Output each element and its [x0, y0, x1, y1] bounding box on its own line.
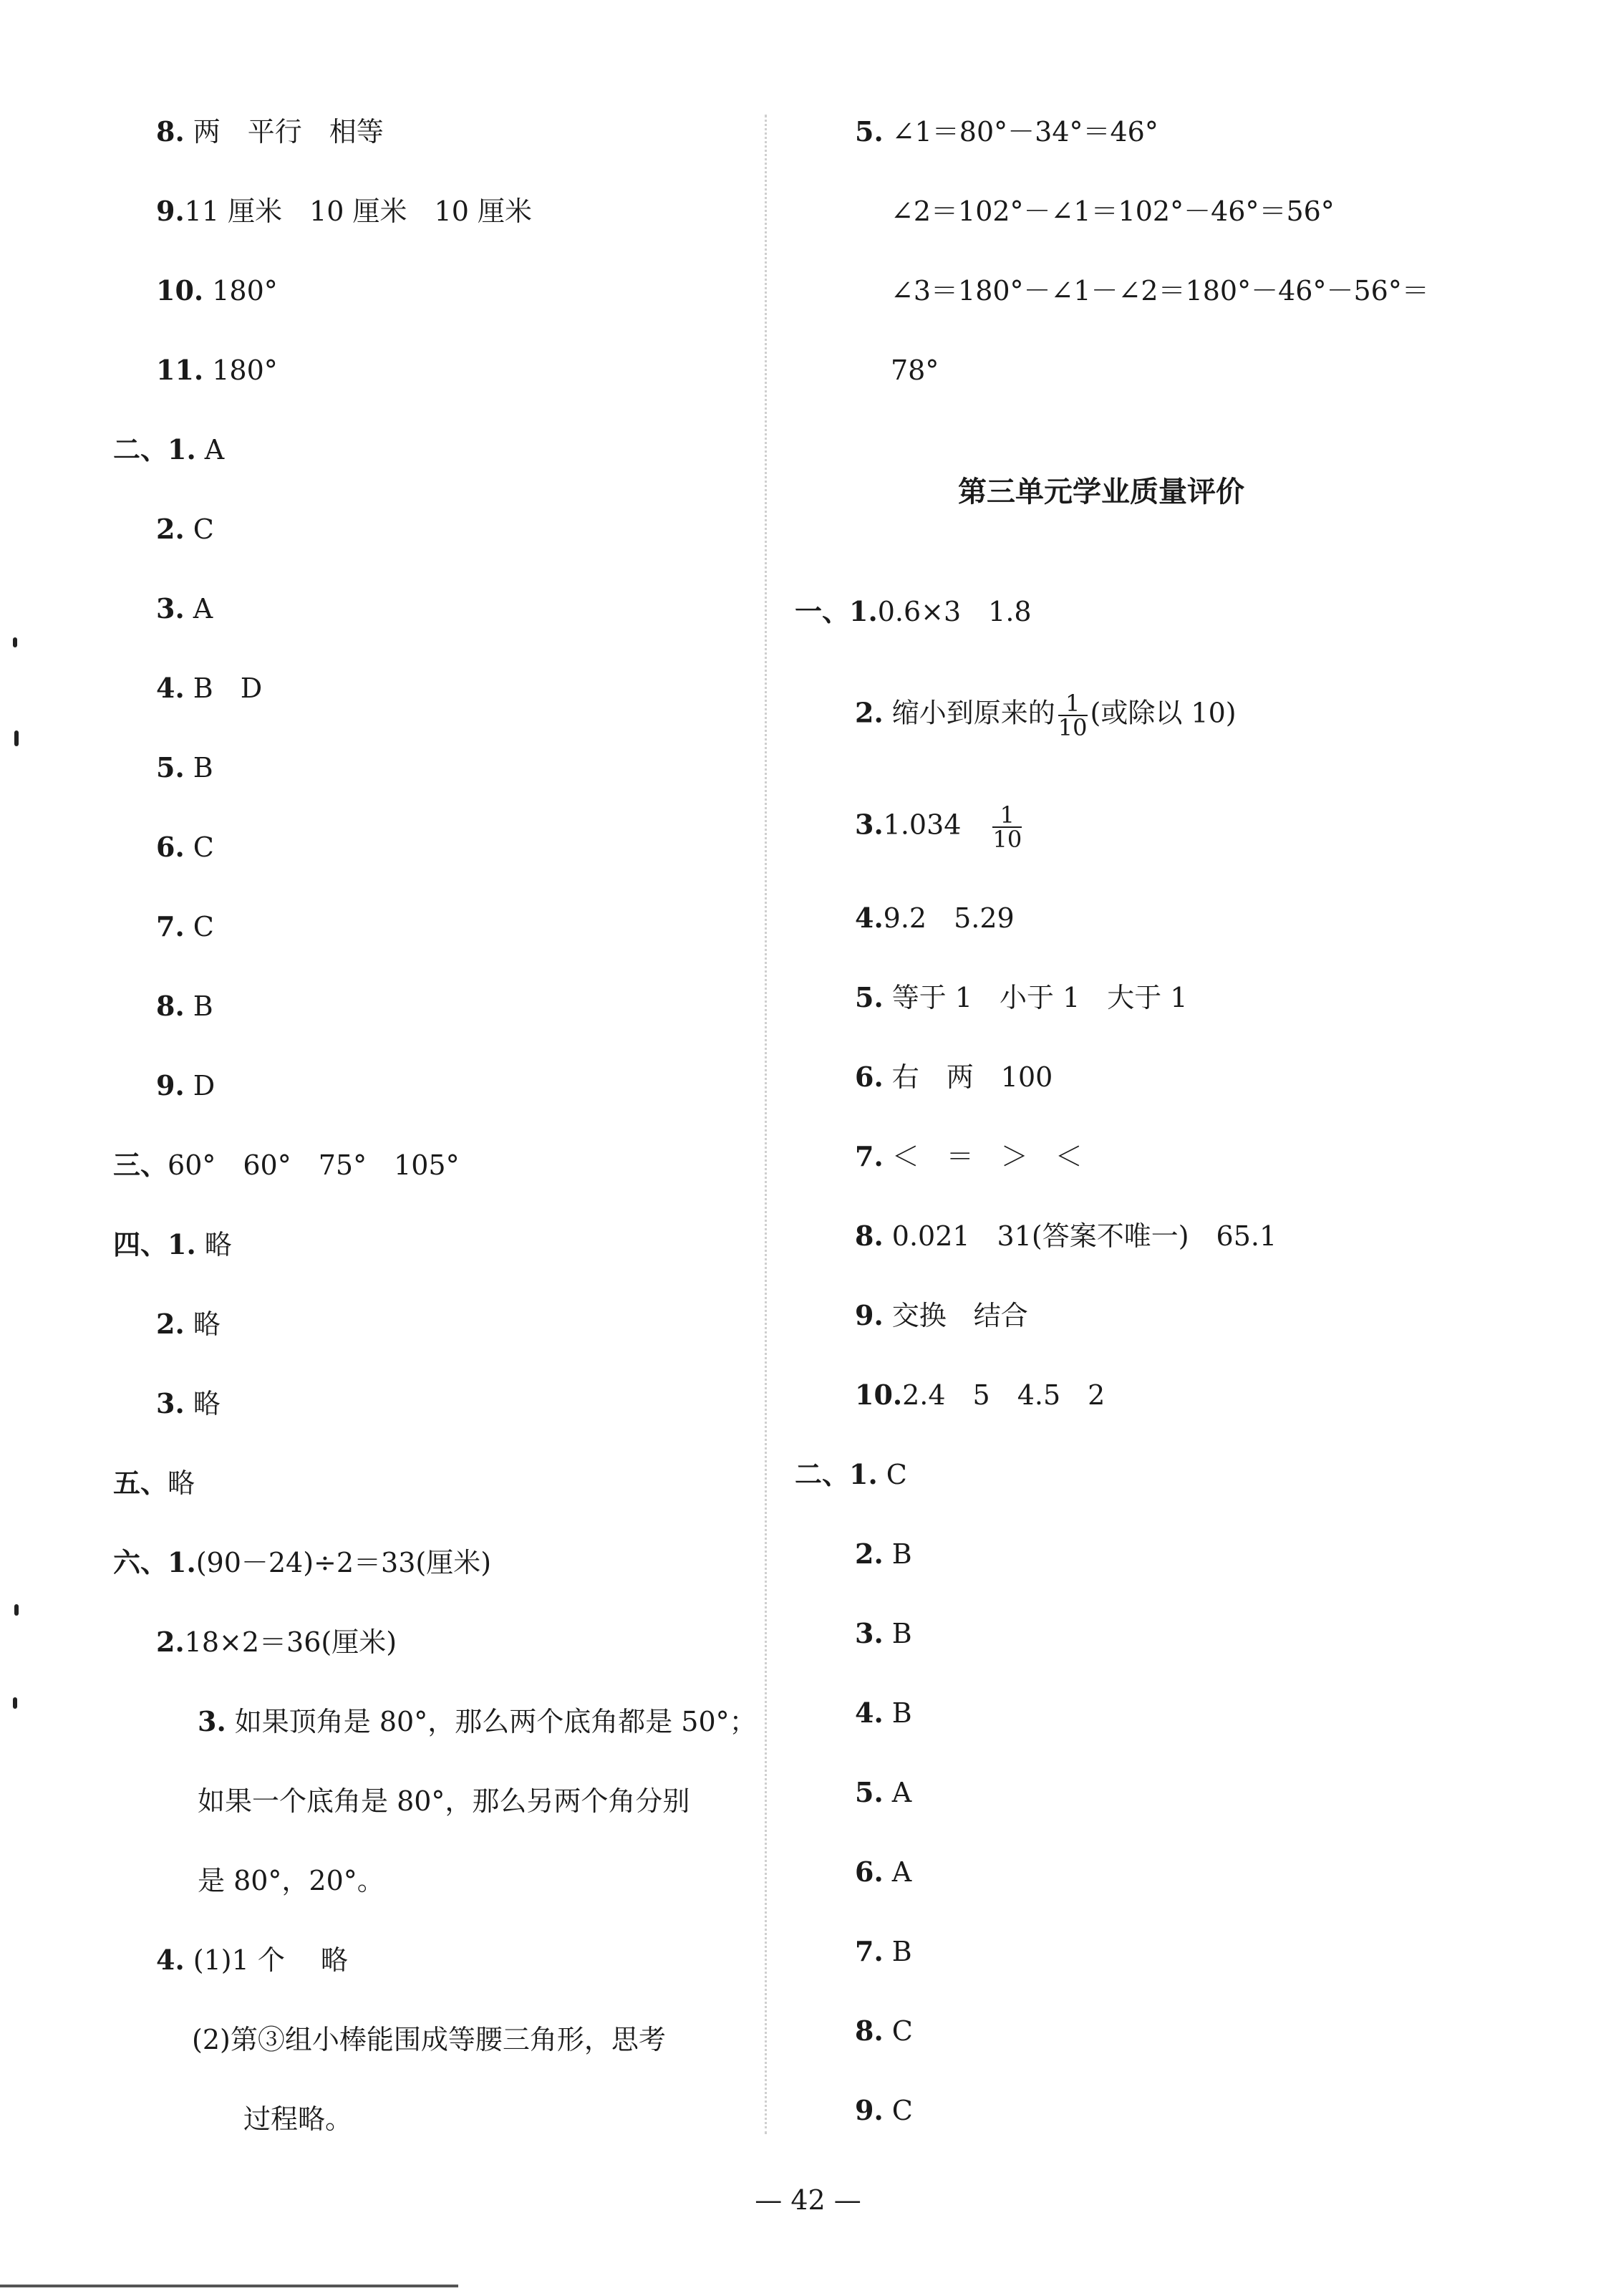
bottom-edge-line — [0, 2285, 458, 2287]
answer-line — [156, 830, 214, 864]
item-number: 2. — [156, 1308, 185, 1340]
answer-text: 略 — [193, 1388, 221, 1419]
answer-line — [243, 2102, 352, 2136]
answer-line — [855, 115, 1158, 149]
answer-line — [113, 433, 224, 467]
answer-text: 1.034 — [883, 809, 962, 841]
item-number: 10. — [156, 274, 204, 307]
item-number: 1. — [168, 433, 196, 466]
scan-mark — [13, 1697, 17, 1709]
answer-line — [855, 1934, 912, 1969]
answer-line — [156, 1069, 215, 1103]
section-label: 二、 — [795, 1458, 850, 1490]
fraction-numerator: 1 — [992, 804, 1022, 828]
section-title: 第三单元学业质量评价 — [958, 475, 1244, 508]
answer-text: C — [193, 513, 214, 545]
section-label: 六、 — [113, 1546, 168, 1578]
answer-line — [156, 1943, 348, 1977]
item-number: 3. — [198, 1705, 226, 1737]
answer-line — [198, 1784, 690, 1818]
answer-line — [855, 901, 1015, 935]
item-number: 9. — [156, 195, 185, 227]
answer-text: C — [891, 2095, 913, 2126]
fraction-denominator: 10 — [1058, 714, 1088, 741]
answer-text: 右 两 100 — [891, 1061, 1053, 1093]
scan-mark — [14, 1604, 19, 1616]
answer-text: 180° — [212, 354, 278, 386]
answer-text: (或除以 10) — [1090, 697, 1237, 729]
section-label: 四、 — [113, 1228, 168, 1260]
item-number: 2. — [855, 1538, 884, 1570]
item-number: 1. — [168, 1546, 196, 1578]
answer-text: 略 — [193, 1308, 221, 1340]
item-number: 6. — [855, 1856, 884, 1888]
answer-line — [855, 1537, 912, 1571]
answer-line — [113, 1227, 232, 1262]
answer-text: B — [891, 1936, 912, 1967]
answer-line — [855, 1060, 1053, 1094]
answer-line — [855, 1139, 1083, 1174]
answer-line — [855, 1696, 912, 1730]
answer-line — [795, 1457, 907, 1492]
column-divider — [765, 115, 767, 2134]
answer-text: 180° — [212, 275, 278, 307]
answer-line — [198, 1704, 757, 1739]
answer-text: ∠3＝180°－∠1－∠2＝180°－46°－56°＝ — [891, 275, 1429, 307]
answer-text: ∠1＝80°－34°＝46° — [891, 116, 1158, 148]
item-number: 8. — [855, 2015, 884, 2047]
answer-text: (1)1 个 略 — [193, 1944, 348, 1976]
answer-line — [855, 2014, 913, 2048]
fraction-denominator: 10 — [992, 826, 1022, 853]
answer-line — [198, 1863, 384, 1898]
item-number: 9. — [855, 1299, 884, 1331]
section-label: 二、 — [113, 433, 168, 466]
item-number: 7. — [855, 1935, 884, 1967]
answer-line — [855, 1775, 911, 1810]
answer-line — [855, 801, 1025, 853]
answer-text: 略 — [168, 1467, 195, 1499]
answer-line — [156, 512, 214, 546]
page-number: — 42 — — [755, 2184, 861, 2216]
item-number: 8. — [156, 990, 185, 1022]
answer-text: 11 厘米 10 厘米 10 厘米 — [184, 196, 532, 227]
section-label: 一、 — [795, 595, 850, 627]
answer-line — [156, 274, 278, 308]
answer-text: A — [891, 1856, 912, 1888]
answer-text: ∠2＝102°－∠1＝102°－46°＝56° — [891, 196, 1335, 227]
answer-line — [855, 692, 1237, 739]
answer-text: 9.2 5.29 — [883, 902, 1015, 934]
answer-line — [156, 751, 213, 785]
answer-text: 0.021 31(答案不唯一) 65.1 — [891, 1220, 1277, 1252]
fraction — [992, 801, 1022, 853]
answer-line — [156, 353, 278, 387]
item-number: 2. — [156, 513, 185, 545]
answer-line — [795, 594, 1032, 629]
item-number: 7. — [156, 910, 185, 942]
answer-text: D — [193, 1070, 216, 1101]
item-number: 1. — [168, 1228, 196, 1260]
item-number: 5. — [855, 115, 884, 148]
fraction — [1058, 692, 1088, 739]
answer-line — [891, 274, 1429, 308]
answer-text: (2)第③组小棒能围成等腰三角形，思考 — [192, 2024, 666, 2055]
item-number: 6. — [855, 1061, 884, 1093]
item-number: 4. — [855, 902, 884, 934]
item-number: 11. — [156, 354, 204, 386]
answer-line — [156, 194, 532, 228]
answer-text: 过程略。 — [243, 2103, 353, 2135]
item-number: 3. — [855, 1617, 884, 1649]
item-number: 6. — [156, 831, 185, 863]
answer-text: B — [891, 1538, 912, 1570]
answer-text: A — [891, 1777, 912, 1808]
answer-text: B — [193, 990, 213, 1022]
answer-text: B D — [193, 672, 263, 704]
item-number: 5. — [855, 981, 884, 1013]
answer-text: C — [891, 2015, 913, 2047]
answer-text: 0.6×3 1.8 — [877, 596, 1032, 627]
item-number: 5. — [855, 1776, 884, 1808]
answer-text: 如果一个底角是 80°，那么另两个角分别 — [198, 1785, 690, 1817]
item-number: 9. — [156, 1069, 185, 1101]
answer-text: A — [193, 593, 213, 624]
answer-text: B — [891, 1697, 912, 1729]
answer-line — [156, 1386, 221, 1421]
item-number: 7. — [855, 1140, 884, 1172]
answer-text: 是 80°，20°。 — [198, 1865, 384, 1896]
answer-line — [113, 1148, 460, 1182]
answer-line — [156, 115, 384, 149]
answer-line — [113, 1545, 491, 1580]
answer-line — [855, 1616, 912, 1651]
item-number: 3. — [156, 1387, 185, 1419]
answer-line — [156, 1307, 221, 1341]
answer-line — [855, 1378, 1105, 1412]
answer-line — [855, 980, 1188, 1015]
item-number: 10. — [855, 1379, 903, 1411]
item-number: 9. — [855, 2094, 884, 2126]
item-number: 3. — [855, 808, 884, 841]
answer-text: 缩小到原来的 — [891, 697, 1055, 729]
answer-line — [156, 592, 213, 626]
item-number: 2. — [855, 696, 884, 729]
answer-line — [113, 1466, 195, 1500]
answer-text: 18×2＝36(厘米) — [184, 1626, 397, 1658]
answer-line — [156, 1625, 397, 1659]
item-number: 1. — [849, 595, 878, 627]
answer-text: 2.4 5 4.5 2 — [902, 1379, 1105, 1411]
item-number: 3. — [156, 592, 185, 624]
item-number: 8. — [156, 115, 185, 148]
answer-text: C — [886, 1459, 907, 1490]
item-number: 4. — [855, 1697, 884, 1729]
answer-text: ＜ ＝ ＞ ＜ — [891, 1141, 1083, 1172]
answer-text: C — [193, 911, 214, 942]
answer-text: 两 平行 相等 — [193, 116, 384, 148]
item-number: 8. — [855, 1220, 884, 1252]
section-label: 五、 — [113, 1467, 168, 1499]
item-number: 1. — [849, 1458, 878, 1490]
answer-text: 如果顶角是 80°，那么两个底角都是 50°； — [234, 1706, 757, 1737]
answer-line — [891, 194, 1335, 228]
section-label: 三、 — [113, 1149, 168, 1181]
answer-text: 交换 结合 — [891, 1300, 1028, 1331]
answer-text: B — [891, 1618, 912, 1649]
answer-text: 60° 60° 75° 105° — [168, 1149, 460, 1181]
scan-mark — [14, 730, 19, 746]
answer-text: B — [193, 752, 213, 783]
answer-line — [855, 1298, 1028, 1333]
scan-mark — [13, 637, 17, 647]
answer-line — [891, 353, 939, 387]
answer-text: (90－24)÷2＝33(厘米) — [195, 1547, 492, 1578]
answer-text: A — [204, 434, 225, 466]
answer-line — [192, 2022, 666, 2057]
answer-text: C — [193, 831, 214, 863]
answer-line — [156, 910, 214, 944]
answer-line — [156, 671, 262, 705]
answer-text: 略 — [204, 1229, 232, 1260]
item-number: 4. — [156, 672, 185, 704]
answer-line — [855, 2093, 913, 2128]
answer-text: 78° — [891, 354, 939, 386]
fraction-numerator: 1 — [1058, 692, 1088, 716]
answer-text: 等于 1 小于 1 大于 1 — [891, 982, 1188, 1013]
answer-line — [855, 1219, 1277, 1253]
item-number: 5. — [156, 751, 185, 783]
answer-line — [855, 1855, 911, 1889]
item-number: 2. — [156, 1626, 185, 1658]
item-number: 4. — [156, 1944, 185, 1976]
answer-line — [156, 989, 213, 1023]
